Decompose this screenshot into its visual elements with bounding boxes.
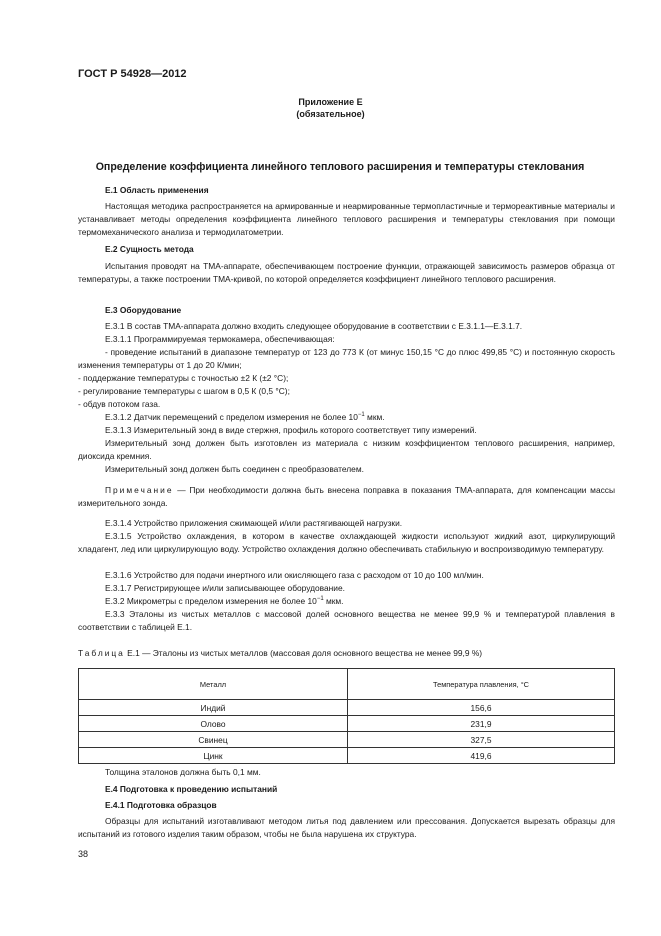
section-e1-text: Настоящая методика распространяется на армированные и неармированные термопластичные и термореактивные материалы и устанавливает методы определения коэффициента линейного теплового расширения и температуры стеклования при помощи термомеханического анализа и термодилатометрии. [78,201,615,237]
page-number: 38 [78,849,89,859]
sample-thickness-note: Толщина эталонов должна быть 0,1 мм. [105,767,261,777]
paragraph-e3-1-3: Е.3.1.3 Измерительный зонд в виде стержня, профиль которого соответствует типу измерений. [105,425,477,435]
table-caption-label: Таблица [78,648,125,658]
appendix-subtitle: (обязательное) [296,109,365,119]
table-header-melting-point: Температура плавления, °С [348,669,615,700]
table-cell-metal: Цинк [79,748,348,764]
table-cell-temperature: 419,6 [348,748,615,764]
standards-table [78,668,615,764]
table-cell-temperature: 231,9 [348,716,615,732]
paragraph-e3-2: Е.3.2 Микрометры с пределом измерения не более $10^{-1}$ мкм. [105,596,344,606]
section-e4-1-text: Образцы для испытаний изготавливают методом литья под давлением или прессования. Допускается вырезать образцы для испытаний из готового изделия таким образом, чтобы не была нарушена их структура. [78,816,615,839]
paragraph-e3-3: Е.3.3 Эталоны из чистых металлов с массовой долей основного вещества не менее 99,9 % и температурой плавления в соответствии с таблицей Е.1. [78,609,615,632]
paragraph-e3-1-5: Е.3.1.5 Устройство охлаждения, в котором в качестве охлаждающей жидкости используют жидкий азот, циркулирующий хладагент, лед или циркулирующую воду. Устройство охлаждения должно обеспечивать стабильную и воспроизводимую температуру. [78,531,615,554]
table-row [79,716,615,732]
table-row [79,700,615,716]
table-cell-metal: Индий [79,700,348,716]
table-cell-metal: Свинец [79,732,348,748]
paragraph-e3-1-7: Е.3.1.7 Регистрирующее и/или записывающее оборудование. [105,583,345,593]
list-item-temperature-step: - регулирование температуры с шагом в 0,5 К (0,5 °С); [78,386,290,396]
note-label: Примечание [105,485,174,495]
list-item-gas-flow: - обдув потоком газа. [78,399,161,409]
table-cell-temperature: 327,5 [348,732,615,748]
paragraph-e3-1: Е.3.1 В состав ТМА-аппарата должно входить следующее оборудование в соответствии с Е.3.1.1—Е.3.1.7. [105,321,523,331]
paragraph-e3-1-1: Е.3.1.1 Программируемая термокамера, обеспечивающая: [105,334,335,344]
table-header-row [79,669,615,700]
table-row [79,748,615,764]
section-e4-1-heading: Е.4.1 Подготовка образцов [105,800,217,810]
document-title: Определение коэффициента линейного теплового расширения и температуры стеклования [95,161,585,173]
table-cell-metal: Олово [79,716,348,732]
paragraph-probe-connection: Измерительный зонд должен быть соединен с преобразователем. [105,464,364,474]
standard-number: ГОСТ Р 54928—2012 [78,68,187,80]
section-e2-heading: Е.2 Сущность метода [105,244,194,254]
section-e3-heading: Е.3 Оборудование [105,305,182,315]
note: Примечание — При необходимости должна быть внесена поправка в показания ТМА-аппарата, для компенсации массы измерительного зонда. [78,485,615,508]
list-item-temperature-accuracy: - поддержание температуры с точностью ±2 К (±2 °С); [78,373,289,383]
table-cell-temperature: 156,6 [348,700,615,716]
table-header-metal: Металл [79,669,348,700]
paragraph-e3-1-6: Е.3.1.6 Устройство для подачи инертного или окисляющего газа с расходом от 10 до 100 мл/мин. [105,570,484,580]
paragraph-e3-1-2: Е.3.1.2 Датчик перемещений с пределом измерения не более $10^{-1}$ мкм. [105,412,385,422]
paragraph-probe-material: Измерительный зонд должен быть изготовлен из материала с низким коэффициентом теплового расширения, например, диоксида кремния. [78,438,615,461]
table-row [79,732,615,748]
section-e4-heading: Е.4 Подготовка к проведению испытаний [105,784,278,794]
section-e2-text: Испытания проводят на ТМА-аппарате, обеспечивающем построение функции, отражающей зависимость размеров образца от температуры, а также построении ТМА-кривой, по которой определяется коэффициент линейного теплового расширения. [78,261,615,284]
list-item-temperature-range: - проведение испытаний в диапазоне температур от 123 до 773 К (от минус 150,15 °С до плюс 499,85 °С) и постоянную скорость изменения температуры от 1 до 20 К/мин; [78,347,615,370]
paragraph-e3-1-4: Е.3.1.4 Устройство приложения сжимающей и/или растягивающей нагрузки. [105,518,403,528]
table-caption: Таблица Е.1 — Эталоны из чистых металлов (массовая доля основного вещества не менее 99,9 %) [78,648,483,658]
appendix-title: Приложение Е [298,97,363,107]
section-e1-heading: Е.1 Область применения [105,185,209,195]
